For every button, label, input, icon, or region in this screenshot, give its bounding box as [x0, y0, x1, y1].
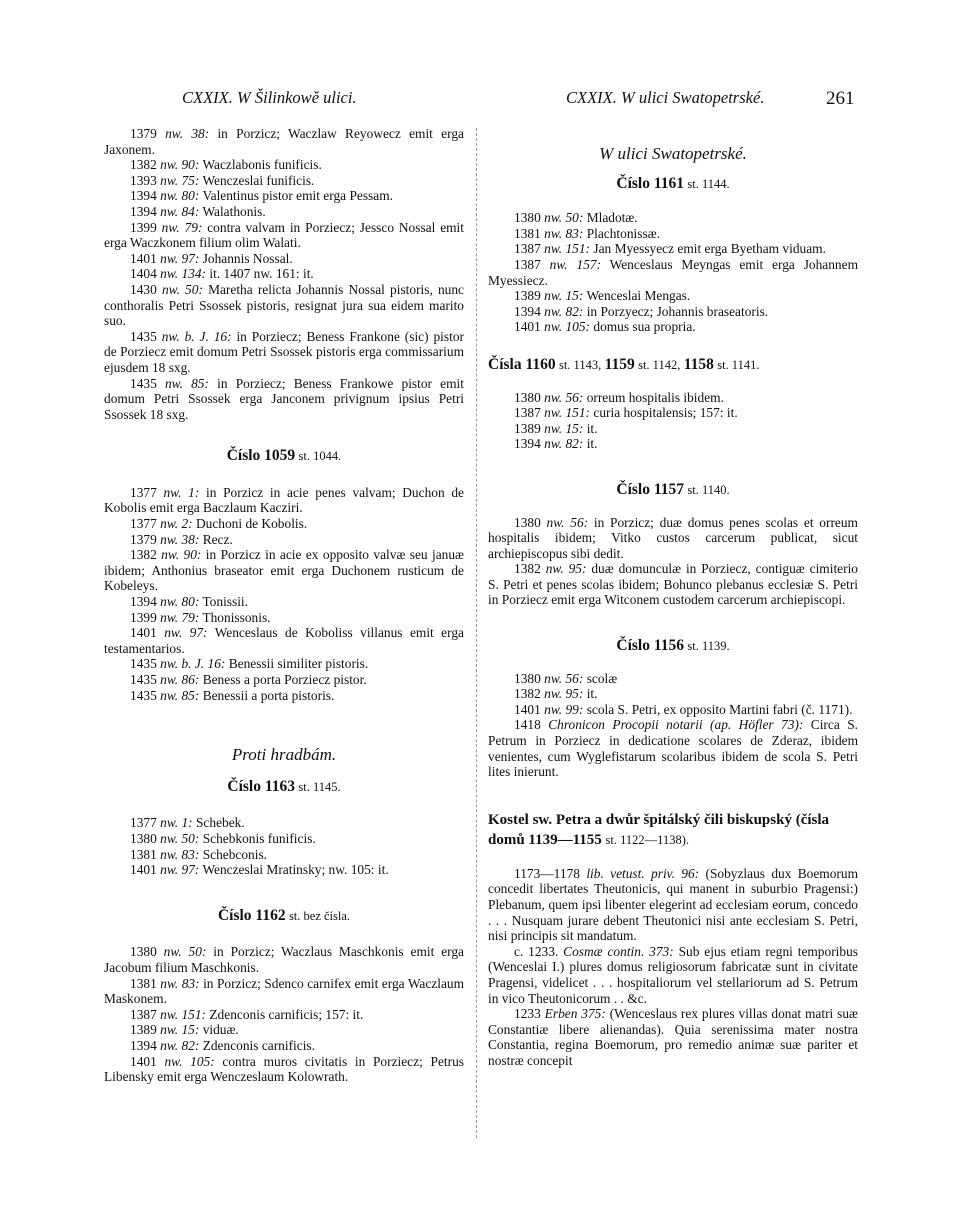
entry-text: Tonissii.	[202, 594, 249, 610]
street-heading: W ulici Swatopetrské.	[599, 144, 747, 163]
entry-text: curia hospitalensis; 157: it.	[593, 405, 738, 421]
entry-paragraph	[488, 421, 858, 437]
page-number: 261	[826, 88, 855, 109]
entry-text: in Porziecz; Beness Frankowe pistor emit domum Petri Ssossek erga Janconem privignum ipsius Petri Ssossek 18 sxg.	[104, 375, 464, 422]
section-heading	[104, 448, 464, 465]
entry-year: 1435	[130, 687, 157, 703]
entry-year: 1382	[130, 157, 157, 173]
entry-year: 1379	[130, 126, 157, 141]
section-number: Číslo 1156	[616, 637, 684, 655]
entry-paragraph	[104, 126, 464, 157]
entry-year: 1380	[514, 210, 541, 226]
entry-paragraph	[104, 532, 464, 548]
entry-paragraph	[104, 376, 464, 423]
entry-year: 1389	[514, 288, 541, 304]
entry-year: 1380	[514, 389, 541, 405]
entry-source-ref: nw. 56:	[546, 514, 589, 530]
entry-year: 1394	[514, 436, 541, 452]
entry-source-ref: nw. 85:	[164, 375, 209, 391]
entry-paragraph	[104, 594, 464, 610]
entry-paragraph	[488, 561, 858, 608]
entries	[104, 815, 464, 877]
entry-source-ref: nw. 151:	[544, 241, 591, 257]
entry-paragraph	[104, 688, 464, 704]
entry-text: (Sobyzlaus dux Boemorum concedit libertates Theutonicis, qui manent in suburbio Pragensi:) Plebanum, quem ipsi libenter elegerint ad ecclesiam eorum, concedo . . . Nusquam jurare debent Theutonici nisi ante ecclesiam S. Petri, nisi principis sit mandatum.	[488, 865, 858, 944]
column-divider	[476, 128, 477, 1138]
entry-source-ref: Erben 375:	[544, 1006, 606, 1022]
entry-paragraph	[104, 485, 464, 516]
entries	[488, 515, 858, 609]
entry-year: 1382	[514, 686, 541, 702]
entry-source-ref: nw. 95:	[544, 686, 584, 702]
entry-year: 1404	[130, 266, 157, 282]
entry-source-ref: nw. 151:	[544, 405, 591, 421]
entries	[488, 866, 858, 1069]
entry-source-ref: nw. 79:	[161, 219, 203, 235]
section-heading	[104, 779, 464, 796]
entry-text: Plachtonissæ.	[586, 225, 660, 241]
entry-source-ref: nw. b. J. 16:	[160, 656, 226, 672]
entry-year: 1387	[514, 256, 541, 272]
right-column	[488, 126, 858, 1069]
entry-text: in Porzicz in acie ex opposito valvæ seu januæ ibidem; Anthonius braseator emit erga Duchonem rusticum de Kobeleys.	[104, 547, 464, 594]
entry-paragraph	[104, 1038, 464, 1054]
entry-paragraph	[488, 944, 858, 1006]
entry-text: scolæ	[586, 670, 618, 686]
entry-text: Recz.	[202, 531, 233, 547]
entry-source-ref: nw. 90:	[160, 157, 200, 173]
entry-source-ref: nw. 157:	[549, 256, 602, 272]
entry-year: 1381	[130, 975, 157, 991]
entry-text: it. 1407 nw. 161: it.	[209, 266, 314, 282]
entry-year: c. 1233.	[514, 943, 559, 959]
entry-text: Walathonis.	[202, 203, 266, 219]
section-old-number: st. 1145.	[298, 779, 341, 794]
entry-source-ref: nw. 97:	[160, 862, 200, 878]
entry-year: 1389	[514, 420, 541, 436]
entry-text: contra muros civitatis in Porziecz; Petrus Libensky emit erga Wenczeslaum Kolowrath.	[104, 1053, 464, 1085]
entry-text: Thonissonis.	[202, 609, 271, 625]
section-heading	[488, 357, 858, 374]
section-heading	[104, 908, 464, 925]
entry-year: 1377	[130, 516, 157, 532]
section-old-number: st. 1143,	[558, 357, 602, 372]
entry-source-ref: nw. 82:	[160, 1037, 200, 1053]
entry-text: Sub ejus etiam regni temporibus (Wenceslai I.) plures domus religiosorum fabricatæ sunt in civitate Pragensi, videlicet . . . hospitaliorum vel stellariorum ad S. Petrum in vico Theutonicorum . . &c.	[488, 943, 858, 1006]
entry-year: 1435	[130, 672, 157, 687]
entry-text: Wenceslaus de Koboliss villanus emit erga testamentarios.	[104, 625, 464, 656]
entry-year: 1381	[514, 225, 541, 241]
entry-year: 1435	[130, 375, 157, 391]
entries	[488, 390, 858, 452]
entry-year: 1393	[130, 172, 157, 188]
entry-year: 1430	[130, 281, 157, 297]
entry-source-ref: nw. 75:	[160, 172, 200, 188]
section-number: Číslo 1059	[226, 447, 296, 465]
section-number: Čísla 1160	[488, 355, 556, 373]
entry-paragraph	[104, 282, 464, 329]
entry-year: 1399	[130, 219, 157, 235]
entry-year: 1394	[130, 188, 157, 204]
entry-year: 1394	[130, 203, 157, 219]
entry-text: in Porzicz; Sdenco carnifex emit erga Waczlaum Maskonem.	[104, 975, 464, 1007]
section-number: Číslo 1162	[217, 906, 286, 924]
entry-text: domus sua propria.	[593, 319, 696, 335]
entry-paragraph	[488, 210, 858, 226]
entry-year: 1394	[130, 1037, 157, 1053]
entry-year: 1377	[130, 815, 157, 831]
entry-text: Wenczeslai funificis.	[202, 172, 315, 188]
entry-year: 1435	[130, 656, 157, 672]
entry-paragraph	[104, 1007, 464, 1023]
entry-paragraph	[488, 288, 858, 304]
entry-year: 1399	[130, 609, 157, 625]
entry-text: it.	[586, 420, 598, 436]
entry-year: 1380	[130, 944, 157, 960]
entry-text: in Porzicz; duæ domus penes scolas et orreum hospitalis ibidem; Vitko custos carcerum publicat, sicut archiepiscopus sibi dedit.	[488, 514, 858, 561]
entry-text: Schebek.	[195, 815, 245, 831]
church-heading-text: Kostel sw. Petra a dwůr špitálský čili biskupský (čísla domů 1139—1155	[488, 811, 830, 848]
entry-text: Duchoni de Kobolis.	[195, 516, 308, 532]
entry-paragraph	[488, 319, 858, 335]
entry-source-ref: nw. 1:	[163, 484, 200, 500]
section-number: 1159	[604, 355, 635, 373]
entry-source-ref: nw. 80:	[160, 188, 200, 204]
entry-year: 1401	[130, 1053, 157, 1069]
entry-year: 1435	[130, 328, 157, 344]
entry-source-ref: nw. 50:	[544, 210, 584, 226]
entry-source-ref: nw. 15:	[160, 1022, 200, 1038]
entry-text: Schebconis.	[202, 846, 268, 862]
section-subheading: Proti hradbám.	[231, 745, 337, 765]
entry-text: Zdenconis carnificis.	[202, 1037, 315, 1053]
entry-paragraph	[104, 831, 464, 847]
entry-text: Beness a porta Porziecz pistor.	[202, 672, 367, 687]
entry-paragraph	[488, 226, 858, 242]
entry-text: Circa S. Petrum in Porziecz in dedicatione scolares de Zderaz, ibidem venientes, cum Wyglefistarum scolaribus ibidem de scola S. Petri lites inierunt.	[488, 717, 858, 780]
entry-source-ref: nw. 2:	[160, 516, 193, 532]
entry-paragraph	[104, 944, 464, 975]
entry-source-ref: nw. 50:	[163, 944, 207, 960]
entry-text: duæ domunculæ in Porziecz, contiguæ cimiterio S. Petri et penes scolas ibidem; Bohunco plebanus ecclesiæ S. Petri in Porziecz emit erga Witconem custodem carcerum archiepiscopi.	[488, 561, 858, 608]
entry-source-ref: nw. 97:	[160, 250, 200, 266]
entry-source-ref: nw. 38:	[160, 531, 200, 547]
entry-paragraph	[104, 862, 464, 878]
entry-paragraph	[488, 702, 858, 718]
entry-text: Benessii a porta pistoris.	[202, 687, 335, 703]
entry-source-ref: nw. 151:	[160, 1006, 207, 1022]
entry-paragraph	[104, 815, 464, 831]
entry-source-ref: nw. 15:	[544, 420, 584, 436]
entry-source-ref: nw. 15:	[544, 288, 584, 304]
entry-text: in Porzicz in acie penes valvam; Duchon de Kobolis emit erga Baczlaum Kacziri.	[104, 484, 464, 516]
church-heading-old-numbers: st. 1122—1138).	[605, 832, 689, 847]
entry-year: 1380	[514, 514, 541, 530]
entry-paragraph	[104, 976, 464, 1007]
entry-paragraph	[104, 847, 464, 863]
entry-year: 1377	[130, 484, 157, 500]
section-old-number: st. 1139.	[687, 639, 730, 654]
entry-source-ref: nw. 50:	[161, 281, 203, 297]
entry-source-ref: nw. 83:	[160, 846, 200, 862]
entry-source-ref: nw. 95:	[545, 561, 587, 577]
entry-source-ref: nw. 80:	[160, 594, 200, 610]
entry-paragraph	[488, 671, 858, 687]
entries	[104, 944, 464, 1084]
section-old-number: st. 1142,	[638, 357, 681, 372]
entry-paragraph	[488, 686, 858, 702]
entry-paragraph	[104, 173, 464, 189]
entry-paragraph	[104, 329, 464, 376]
entry-paragraph	[104, 547, 464, 594]
entry-paragraph	[488, 257, 858, 288]
left-column	[104, 126, 464, 1085]
section-old-number: st. bez čísla.	[288, 908, 351, 923]
entry-source-ref: nw. 99:	[544, 701, 584, 717]
entry-year: 1382	[130, 547, 157, 563]
section-old-number: st. 1140.	[687, 482, 730, 497]
entry-year: 1380	[130, 830, 157, 846]
entry-source-ref: nw. 56:	[544, 670, 584, 686]
entry-text: Maretha relicta Johannis Nossal pistoris, nunc conthoralis Petri Ssossek pistoris, resignat jura sua eidem marito suo.	[104, 281, 464, 329]
section-heading	[488, 638, 858, 655]
entry-text: in Porziecz; Beness Frankone (sic) pistor de Porziecz emit domum Petri Ssossek pistoris erga commissarium ejusdem 18 sxg.	[104, 328, 464, 375]
entries	[104, 126, 464, 422]
entry-source-ref: Cosmæ contin. 373:	[563, 943, 674, 959]
entry-year: 1401	[130, 625, 157, 641]
entry-source-ref: lib. vetust. priv. 96:	[586, 865, 700, 881]
entry-paragraph	[104, 516, 464, 532]
entry-source-ref: nw. 134:	[160, 266, 207, 282]
entry-year: 1401	[130, 250, 157, 266]
entry-year: 1389	[130, 1022, 157, 1038]
entry-text: orreum hospitalis ibidem.	[586, 389, 724, 405]
section-number: 1158	[683, 355, 714, 373]
entry-text: scola S. Petri, ex opposito Martini fabri (č. 1171).	[586, 701, 853, 717]
entry-source-ref: nw. 82:	[544, 303, 584, 319]
entries	[488, 210, 858, 335]
entry-year: 1387	[514, 405, 541, 421]
entry-paragraph	[488, 405, 858, 421]
entry-paragraph	[104, 672, 464, 688]
entry-source-ref: nw. 83:	[160, 975, 200, 991]
entry-paragraph	[488, 866, 858, 944]
running-header-right: CXXIX. W ulici Swatopetrské.	[566, 88, 765, 107]
entry-paragraph	[104, 266, 464, 282]
entry-source-ref: nw. 105:	[544, 319, 591, 335]
entry-text: it.	[586, 436, 598, 452]
entry-year: 1401	[130, 862, 157, 878]
entry-paragraph	[488, 241, 858, 257]
entry-year: 1379	[130, 531, 157, 547]
entry-year: 1380	[514, 670, 541, 686]
section-old-number: st. 1141.	[717, 357, 760, 372]
entries	[488, 671, 858, 780]
entry-source-ref: nw. 82:	[544, 436, 584, 452]
running-header-left: CXXIX. W Šilinkowě ulici.	[182, 88, 357, 107]
entry-text: Valentinus pistor emit erga Pessam.	[202, 188, 393, 204]
section-number: Číslo 1163	[227, 777, 295, 795]
entry-source-ref: nw. 38:	[165, 126, 210, 141]
entry-text: Jan Myessyecz emit erga Byetham viduam.	[593, 241, 826, 257]
entry-source-ref: nw. 97:	[164, 625, 208, 641]
entry-source-ref: nw. 79:	[160, 609, 200, 625]
section-number: Číslo 1157	[616, 480, 684, 498]
entry-source-ref: nw. 1:	[160, 815, 193, 831]
entry-text: (Wenceslaus rex plures villas donat matri suæ Constantiæ libere alienandas). Quia serenissima mater nostra Constantia, regina Boemorum, pro remedio animæ suæ pariter et nostræ concepit	[488, 1006, 858, 1068]
section-old-number: st. 1044.	[298, 449, 342, 464]
entry-text: Mladotæ.	[586, 210, 638, 226]
entry-year: 1401	[514, 701, 541, 717]
entry-text: Benessii similiter pistoris.	[228, 656, 369, 672]
entry-text: Waczlabonis funificis.	[202, 157, 322, 173]
entry-text: viduæ.	[202, 1022, 239, 1038]
entry-year: 1418	[514, 717, 541, 733]
entry-paragraph	[488, 717, 858, 779]
entry-paragraph	[104, 625, 464, 656]
entry-source-ref: nw. 105:	[164, 1053, 215, 1069]
entry-paragraph	[104, 220, 464, 251]
entry-paragraph	[104, 251, 464, 267]
entry-text: Zdenconis carnificis; 157: it.	[209, 1006, 364, 1022]
entry-paragraph	[104, 204, 464, 220]
entry-text: Wenczeslai Mratinsky; nw. 105: it.	[202, 862, 389, 878]
entry-year: 1381	[130, 846, 157, 862]
section-old-number: st. 1144.	[687, 176, 730, 191]
entry-paragraph	[488, 304, 858, 320]
entry-text: contra valvam in Porziecz; Jessco Nossal emit erga Waczkonem filium olim Walati.	[104, 219, 464, 251]
entry-text: in Porzicz; Waczlaw Reyowecz emit erga Jaxonem.	[104, 126, 464, 157]
entry-text: Schebkonis funificis.	[202, 830, 316, 846]
entry-year: 1394	[130, 594, 157, 610]
entry-source-ref: nw. 90:	[161, 547, 202, 563]
entry-paragraph	[104, 1054, 464, 1085]
entry-paragraph	[488, 515, 858, 562]
entry-paragraph	[488, 1006, 858, 1068]
entry-text: in Porzicz; Waczlaus Maschkonis emit erga Jacobum filium Maschkonis.	[104, 944, 464, 975]
church-heading	[488, 810, 858, 850]
section-number: Číslo 1161	[616, 174, 684, 192]
entry-year: 1394	[514, 303, 541, 319]
entry-text: Wenceslai Mengas.	[586, 288, 691, 304]
entry-source-ref: nw. 85:	[160, 687, 200, 703]
entry-year: 1382	[514, 561, 541, 577]
entry-year: 1173—1178	[514, 865, 580, 881]
entry-year: 1387	[130, 1006, 157, 1022]
entry-source-ref: nw. b. J. 16:	[161, 328, 232, 344]
entry-source-ref: nw. 86:	[160, 672, 200, 687]
entry-text: Wenceslaus Meyngas emit erga Johannem Myessiecz.	[488, 256, 858, 288]
entry-paragraph	[104, 188, 464, 204]
entry-year: 1387	[514, 241, 541, 257]
entry-source-ref: Chronicon Procopii notarii (ap. Höfler 73):	[548, 717, 804, 733]
entry-source-ref: nw. 83:	[544, 225, 584, 241]
entry-paragraph	[104, 656, 464, 672]
entry-paragraph	[488, 390, 858, 406]
entry-paragraph	[104, 157, 464, 173]
entry-source-ref: nw. 84:	[160, 203, 200, 219]
entry-year: 1401	[514, 319, 541, 335]
entries	[104, 485, 464, 703]
entry-source-ref: nw. 50:	[160, 830, 200, 846]
entry-paragraph	[104, 1022, 464, 1038]
entry-text: in Porzyecz; Johannis braseatoris.	[586, 303, 769, 319]
entry-paragraph	[488, 436, 858, 452]
section-heading	[488, 176, 858, 193]
entry-text: Johannis Nossal.	[202, 250, 293, 266]
section-heading	[488, 482, 858, 499]
entry-text: it.	[586, 686, 598, 702]
entry-year: 1233	[514, 1006, 541, 1022]
entry-paragraph	[104, 610, 464, 626]
entry-source-ref: nw. 56:	[544, 389, 584, 405]
